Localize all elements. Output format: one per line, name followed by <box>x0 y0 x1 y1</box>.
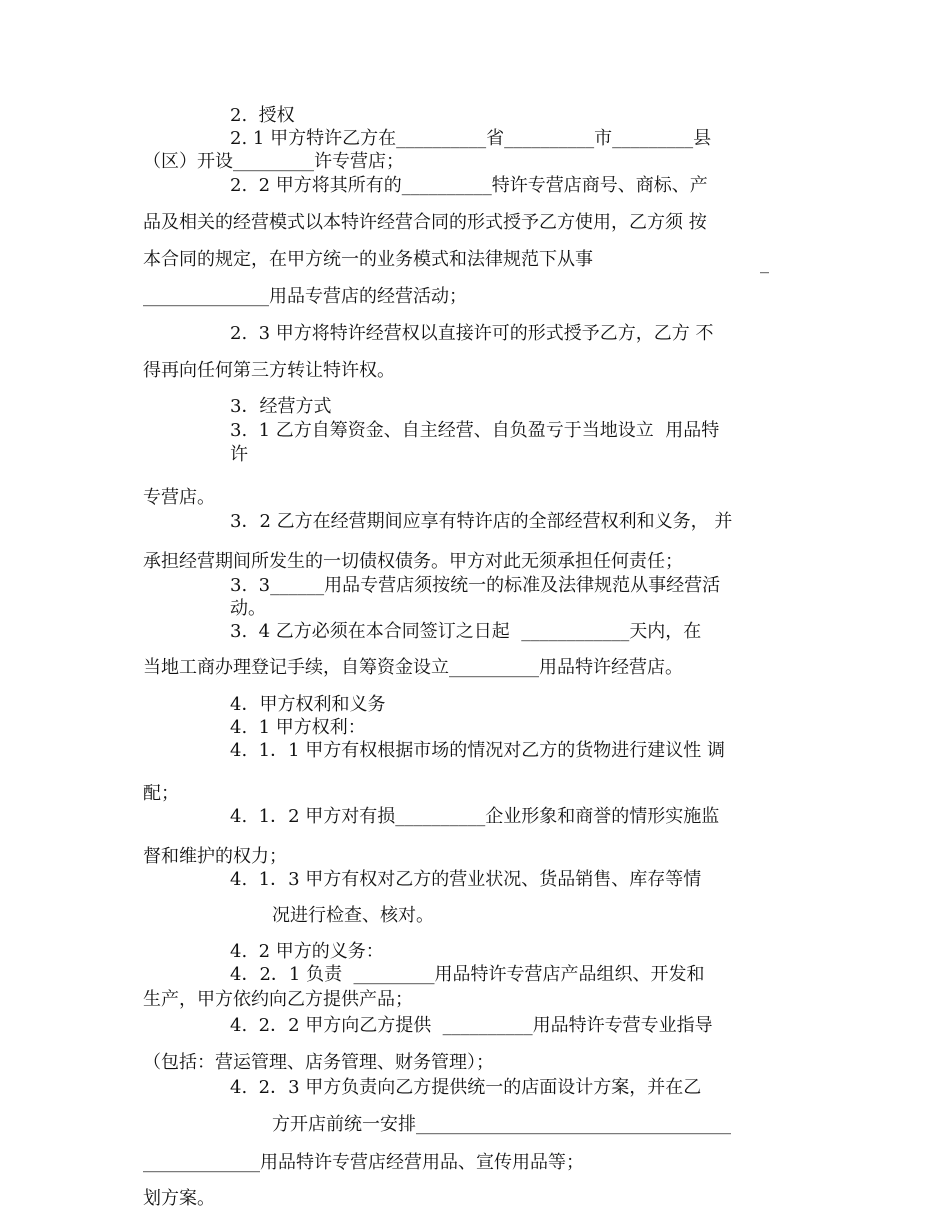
clause-text: （包括：营运管理、店务管理、财务管理）； <box>143 1052 494 1073</box>
clause-text: 3．2 乙方在经营期间应享有特许店的全部经营权利和义务， 并 <box>230 511 733 532</box>
clause-text: 督和维护的权力； <box>143 846 287 867</box>
clause-text: 配； <box>143 783 179 804</box>
clause-text: 4. 2．3 甲方负责向乙方提供统一的店面设计方案，并在乙 <box>230 1077 702 1098</box>
clause-text: _ <box>760 253 769 274</box>
clause-text: 品及相关的经营模式以本特许经营合同的形式授予乙方使用，乙方须 按 <box>143 212 707 233</box>
section-heading: 4．甲方权利和义务 <box>230 694 386 715</box>
clause-text: 4. 2．2 甲方向乙方提供 __________用品特许专营专业指导 <box>230 1015 713 1036</box>
clause-text: 动。 <box>230 598 266 619</box>
clause-text: 本合同的规定，在甲方统一的业务模式和法律规范下从事 <box>143 249 593 270</box>
clause-text: 况进行检查、核对。 <box>272 905 434 926</box>
clause-text: 2. 3 甲方将特许经营权以直接许可的形式授予乙方，乙方 不 <box>230 323 714 344</box>
clause-text: 2. 2 甲方将其所有的__________特许专营店商号、商标、产 <box>230 175 708 196</box>
section-heading: 3．经营方式 <box>230 396 332 417</box>
clause-text: 4. 2 甲方的义务： <box>230 941 384 962</box>
clause-text: 4. 1．1 甲方有权根据市场的情况对乙方的货物进行建议性 调 <box>230 740 725 761</box>
clause-text: _____________用品特许专营店经营用品、宣传用品等； <box>143 1152 584 1173</box>
clause-text: 方开店前统一安排___________________________________ <box>272 1114 731 1135</box>
clause-text: （区）开设_________许专营店； <box>143 151 404 172</box>
clause-text: 划方案。 <box>143 1188 215 1209</box>
clause-text: 4. 1．3 甲方有权对乙方的营业状况、货品销售、库存等情 <box>230 869 702 890</box>
section-heading: 2. 授权 <box>230 105 295 126</box>
clause-text: 生产，甲方依约向乙方提供产品； <box>143 989 413 1010</box>
clause-text: 3. 1 乙方自筹资金、自主经营、自负盈亏于当地设立 用品特 <box>230 420 720 441</box>
clause-text: 2. 1 甲方特许乙方在__________省__________市_________县 <box>230 128 712 149</box>
clause-text: 当地工商办理登记手续，自筹资金设立__________用品特许经营店。 <box>143 657 683 678</box>
clause-text: 专营店。 <box>143 487 215 508</box>
clause-text: 承担经营期间所发生的一切债权债务。甲方对此无须承担任何责任； <box>143 551 683 572</box>
clause-text: 许 <box>230 444 248 465</box>
clause-text: 3. 4 乙方必须在本合同签订之日起 ____________天内，在 <box>230 621 702 642</box>
clause-text: 4．2．1 负责 _________用品特许专营店产品组织、开发和 <box>230 964 705 985</box>
clause-text: 3. 3______用品专营店须按统一的标准及法律规范从事经营活 <box>230 575 721 596</box>
clause-text: 得再向任何第三方转让特许权。 <box>143 360 395 381</box>
clause-text: ______________用品专营店的经营活动； <box>143 286 467 307</box>
clause-text: 4. 1 甲方权利： <box>230 717 366 738</box>
clause-text: 4. 1．2 甲方对有损__________企业形象和商誉的情形实施监 <box>230 806 720 827</box>
